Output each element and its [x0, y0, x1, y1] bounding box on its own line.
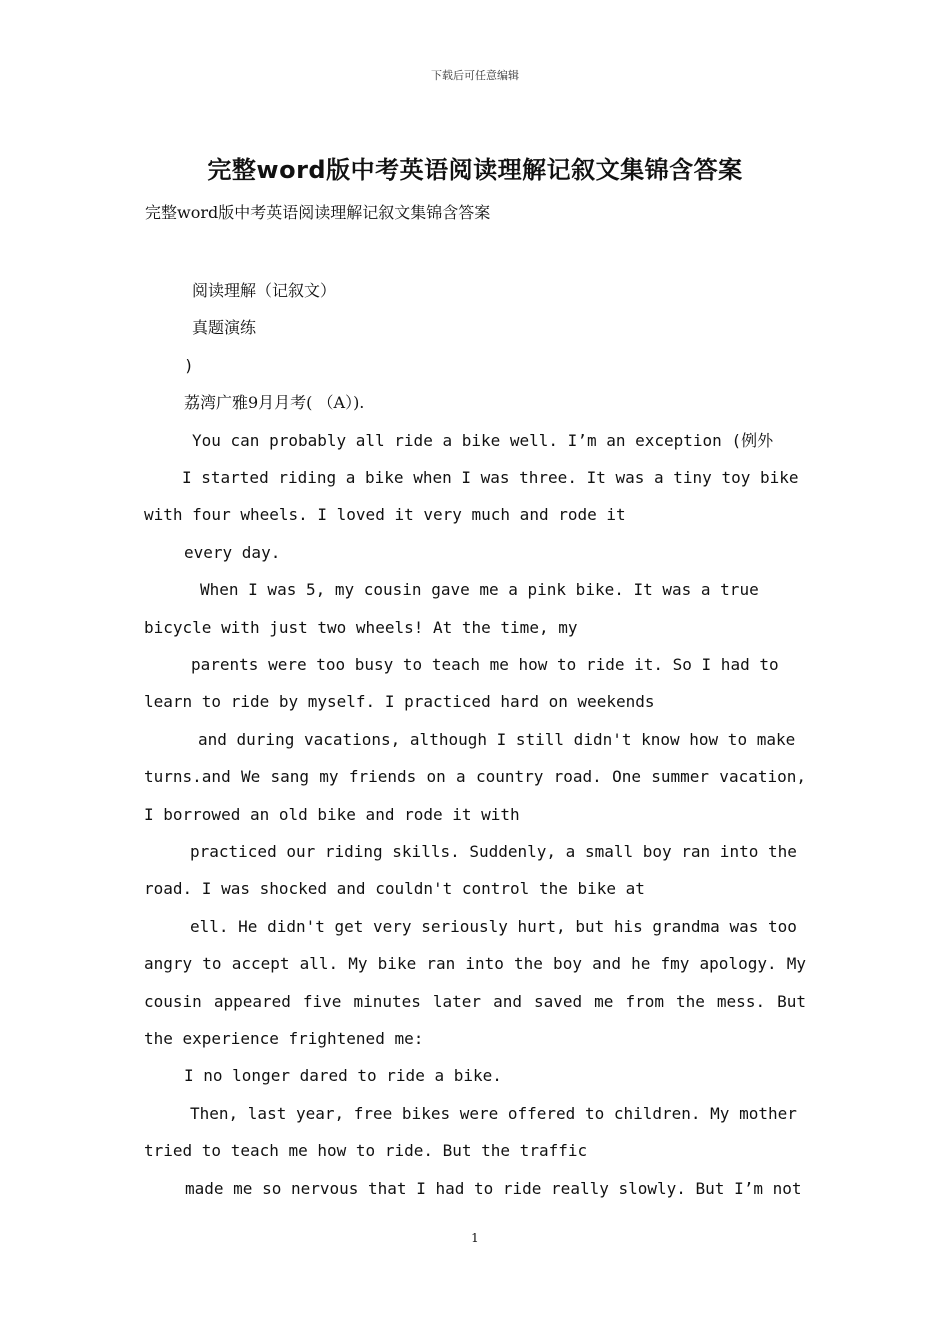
- document-subtitle: 完整word版中考英语阅读理解记叙文集锦含答案: [145, 203, 491, 222]
- paragraph: [144, 646, 806, 721]
- paragraph-text: tried to teach me how to ride. But the traffic: [144, 1141, 588, 1161]
- paragraph-first-line: You can probably all ride a bike well. I’m an exception (例外: [192, 430, 774, 450]
- paragraph-first-line: and during vacations, although I still didn't know how to make: [198, 729, 796, 749]
- page-number: 1: [471, 1231, 479, 1245]
- exam-source: 荔湾广雅9月月考( （A）).: [184, 393, 365, 413]
- paragraph: [144, 459, 806, 534]
- section-subheading: 真题演练: [192, 318, 257, 338]
- paragraph-first-line: Then, last year, free bikes were offered to children. My mother: [190, 1103, 797, 1123]
- paragraph: [144, 908, 806, 1058]
- paragraph: [144, 1057, 806, 1094]
- paragraph-first-line: ell. He didn't get very seriously hurt, but his grandma was too: [190, 916, 797, 936]
- document-body: [144, 272, 806, 1207]
- paragraph-first-line: I started riding a bike when I was three. It was a tiny toy bike: [182, 467, 799, 487]
- header-note: 下载后可任意编辑: [431, 69, 519, 82]
- document-title: 完整word版中考英语阅读理解记叙文集锦含答案: [207, 156, 743, 184]
- paragraph: [144, 1095, 806, 1170]
- paragraph: [144, 721, 806, 833]
- section-heading: 阅读理解（记叙文）: [192, 281, 337, 300]
- paragraph-text: road. I was shocked and couldn't control the bike at: [144, 879, 645, 899]
- paragraph-text: learn to ride by myself. I practiced hard on weekends: [144, 692, 655, 712]
- paragraph: [144, 833, 806, 908]
- paragraph: [144, 422, 806, 459]
- paragraph-first-line: When I was 5, my cousin gave me a pink bike. It was a true: [200, 580, 759, 600]
- paragraph-first-line: I no longer dared to ride a bike.: [184, 1066, 502, 1086]
- paragraph: [144, 1170, 806, 1207]
- paragraph-text: with four wheels. I loved it very much and rode it: [144, 505, 626, 525]
- paragraph-text: angry to accept all. My bike ran into the boy and he fmy apology. My cousin appeared five minutes later and saved me from the mess. But the experience frightened me:: [144, 954, 806, 1049]
- paragraph: [144, 534, 806, 571]
- paragraph-text: bicycle with just two wheels! At the time, my: [144, 617, 578, 637]
- paren-line: ): [184, 355, 194, 375]
- paragraph-first-line: made me so nervous that I had to ride really slowly. But I’m not: [185, 1178, 802, 1198]
- paragraph-first-line: every day.: [184, 542, 281, 562]
- paragraph-text: turns.and We sang my friends on a country road. One summer vacation, I borrowed an old bike and rode it with: [144, 767, 806, 824]
- paragraph: [144, 571, 806, 646]
- paragraph-first-line: practiced our riding skills. Suddenly, a small boy ran into the: [190, 842, 797, 861]
- paragraph-first-line: parents were too busy to teach me how to ride it. So I had to: [191, 654, 779, 674]
